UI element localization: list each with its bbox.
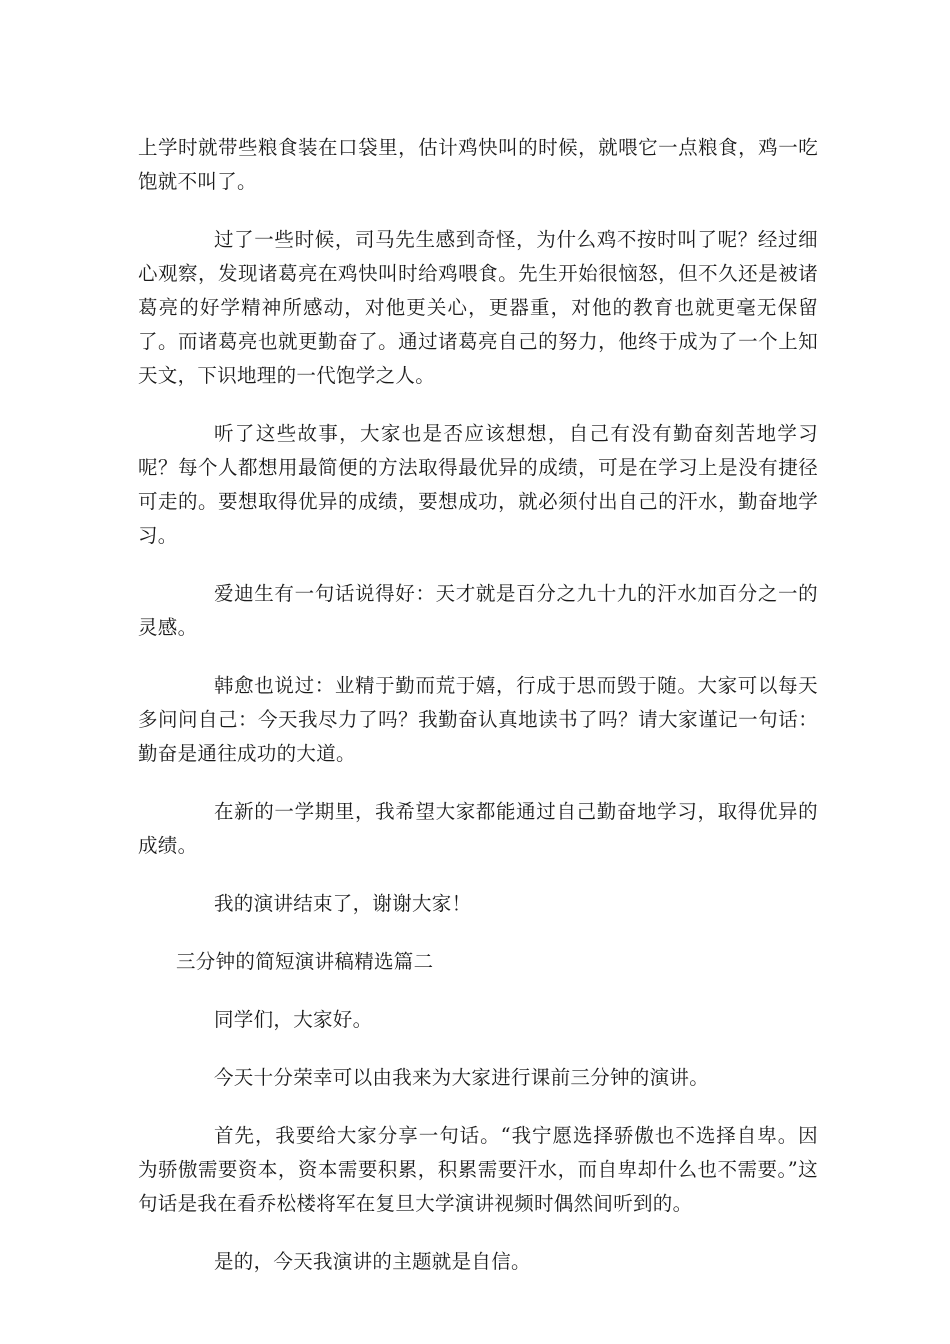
document-body bbox=[138, 131, 818, 1303]
paragraph: 我的演讲结束了，谢谢大家！ bbox=[214, 892, 472, 915]
section-heading: 三分钟的简短演讲稿精选篇二 bbox=[176, 950, 434, 973]
paragraph: 上学时就带些粮食装在口袋里，估计鸡快叫的时候，就喂它一点粮食，鸡一吃饱就不叫了。 bbox=[138, 136, 818, 193]
paragraph: 同学们，大家好。 bbox=[214, 1008, 373, 1031]
paragraph: 过了一些时候，司马先生感到奇怪，为什么鸡不按时叫了呢？经过细心观察，发现诸葛亮在鸡快叫时给鸡喂食。先生开始很恼怒，但不久还是被诸葛亮的好学精神所感动，对他更关心，更器重，对他的教育也就更毫无保留了。而诸葛亮也就更勤奋了。通过诸葛亮自己的努力，他终于成为了一个上知天文，下识地理的一代饱学之人。 bbox=[138, 228, 818, 387]
paragraph: 首先，我要给大家分享一句话。“我宁愿选择骄傲也不选择自卑。因为骄傲需要资本，资本需要积累，积累需要汗水，而自卑却什么也不需要。”这句话是我在看乔松楼将军在复旦大学演讲视频时偶然间听到的。 bbox=[138, 1124, 818, 1215]
paragraph: 今天十分荣幸可以由我来为大家进行课前三分钟的演讲。 bbox=[214, 1066, 710, 1089]
paragraph: 是的，今天我演讲的主题就是自信。 bbox=[214, 1250, 531, 1273]
paragraph: 爱迪生有一句话说得好：天才就是百分之九十九的汗水加百分之一的灵感。 bbox=[138, 582, 818, 639]
paragraph: 在新的一学期里，我希望大家都能通过自己勤奋地学习，取得优异的成绩。 bbox=[138, 800, 818, 857]
paragraph: 听了这些故事，大家也是否应该想想，自己有没有勤奋刻苦地学习呢？每个人都想用最简便的方法取得最优异的成绩，可是在学习上是没有捷径可走的。要想取得优异的成绩，要想成功，就必须付出自己的汗水，勤奋地学习。 bbox=[138, 422, 818, 547]
paragraph: 韩愈也说过：业精于勤而荒于嬉，行成于思而毁于随。大家可以每天多问问自己：今天我尽力了吗？我勤奋认真地读书了吗？请大家谨记一句话：勤奋是通往成功的大道。 bbox=[138, 674, 818, 765]
